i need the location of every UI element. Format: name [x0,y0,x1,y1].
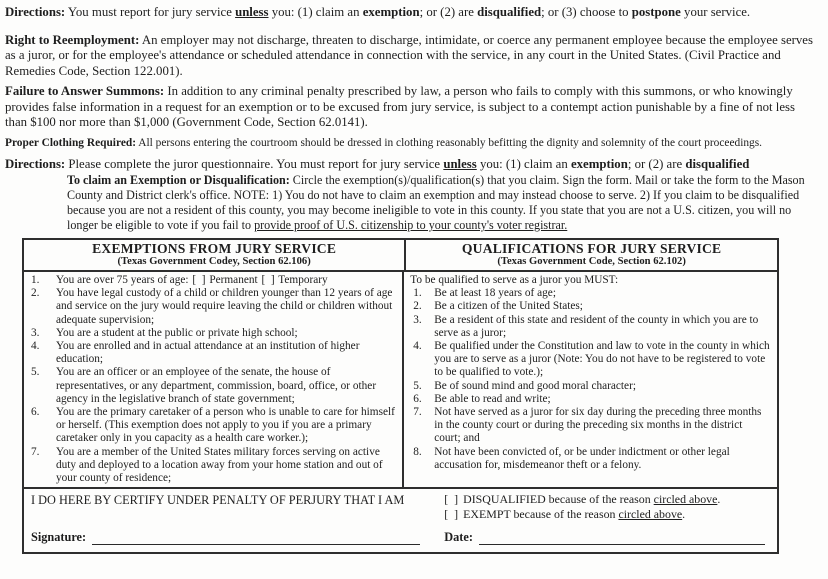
certify-statement: I DO HERE BY CERTIFY UNDER PENALTY OF PERJURY THAT I AM [31,493,405,508]
failure-to-answer-paragraph: Failure to Answer Summons: In addition to any criminal penalty prescribed by law, a person who fails to comply with this summons, or who knowingly provides false information in a request for an exemption or to be excused from jury service, is subject to a contempt action punishable by a fine of not less than $100 nor more than $1,000 (Government Code, Section 62.0141). [5,84,795,129]
exemptions-list [24,272,404,487]
exemptions-title: EXEMPTIONS FROM JURY SERVICE [92,241,337,256]
item-text: You have legal custody of a child or children younger than 12 years of age and service on the jury would require leaving the child or children without adequate supervision; [56,287,393,326]
signature-label: Signature: [31,530,87,545]
signature-group [31,530,444,545]
claim-instructions: To claim an Exemption or Disqualification: Circle the exemption(s)/qualification(s) that you claim. Sign the form. Mail or take the form to the Mason County and District clerk's office. NOTE: 1) You do not have to claim an exemption and may instead choose to serve. 2) If you claim to be disqualified because you are not a resident of this county, you may become ineligible to vote in this county. If you state that you are not a U.S. citizen, you will no longer be eligible to vote if you fail to provide proof of U.S. citizenship to your county's voter registrar. [67,173,805,232]
item-text: Not have served as a juror for six day during the preceding three months in the county court or during the preceding six months in the district court; and [434,406,762,445]
qualification-item-2 [404,300,774,313]
table-body-row [24,272,777,487]
qualifications-list [404,272,777,487]
exemption-item-5 [24,366,399,406]
directions-paragraph: Directions: You must report for jury service unless you: (1) claim an exemption; or (2) are disqualified; or (3) choose to postpone your service. [5,5,751,19]
qualification-item-3 [404,314,774,340]
over-75-label: You are over 75 years of age: [56,274,192,286]
item-number: 1. [31,274,40,286]
item-number: 5. [413,379,422,392]
qualifications-intro: To be qualified to serve as a juror you MUST: [410,274,619,286]
item-text: Be qualified under the Constitution and law to vote in the county in which you are to serve as a juror (Note: You do not have to be registered to vote to be qualified to vote.); [434,340,770,379]
exemptions-qualifications-table [22,238,779,554]
exempt-label: EXEMPT because of the reason circled above. [463,506,686,521]
proper-clothing-paragraph: Proper Clothing Required: All persons entering the courtroom should be dressed in clothing reasonably befitting the dignity and solemnity of the court proceedings. [5,136,763,149]
item-text: Be able to read and write; [434,392,551,405]
temporary-checkbox[interactable]: [ ] [261,274,275,286]
qualification-item-6 [404,393,774,406]
exemption-item-4 [24,340,399,366]
disqualified-option [444,492,769,507]
qualification-item-4 [404,340,774,380]
exemption-item-7 [24,446,399,486]
item-number: 6. [413,392,422,405]
table-header-row [24,240,777,272]
item-number: 4. [31,340,40,353]
qualifications-title: QUALIFICATIONS FOR JURY SERVICE [461,241,722,256]
item-text: Be a resident of this state and resident of the county in which you are to serve as a juror; [434,313,759,339]
item-text: Be of sound mind and good moral character; [434,379,636,392]
qualification-item-8 [404,446,774,472]
item-text: You are an officer or an employee of the senate, the house of representatives, or any department, commission, board, office, or other agency in the legislative branch of state government; [56,366,377,405]
item-number: 7. [31,445,40,458]
item-number: 2. [413,300,422,313]
exemption-item-3 [24,327,399,340]
right-to-reemployment-paragraph: Right to Reemployment: An employer may not discharge, threaten to discharge, intimidate, or coerce any permanent employee because the employee serves as a juror, or for the employee's attendance or scheduled attendance in connection with the service, in any court in the United States. (Civil Practice and Remedies Code, Section 122.001). [5,32,813,78]
date-group [444,530,769,545]
item-text: You are a student at the public or private high school; [56,326,298,339]
disqualified-label: DISQUALIFIED because of the reason circled above. [463,492,721,507]
item-number: 3. [31,326,40,339]
date-line[interactable] [479,532,765,545]
item-number: 6. [31,406,40,419]
item-text: Be at least 18 years of age; [434,287,556,300]
item-text: You are a member of the United States military forces serving on active duty and deployed to a location away from your home station and out of your county of residence; [56,445,383,485]
exemption-item-1 [24,274,399,287]
exempt-checkbox[interactable]: [ ] [444,506,459,521]
item-text [56,274,399,287]
certification-options [444,492,769,521]
qualification-item-1 [404,287,774,300]
qualification-item-5 [404,380,774,393]
item-number: 7. [413,406,422,419]
exemptions-subtitle: (Texas Government Codey, Section 62.106) [117,256,311,267]
permanent-checkbox[interactable]: [ ] [192,274,206,286]
item-number: 5. [31,366,40,379]
exempt-option [444,507,769,522]
item-text: Not have been convicted of, or be under indictment or other legal accusation for, misdemeanor theft or a felony. [434,445,730,471]
item-text: You are enrolled and in actual attendance at an institution of higher education; [56,340,360,366]
item-number: 3. [413,313,422,326]
qualifications-header [404,240,777,270]
certification-section [24,487,777,552]
certification-row [31,492,769,521]
signature-line[interactable] [92,532,420,545]
qualifications-subtitle: (Texas Government Code, Section 62.102) [497,256,686,267]
item-text: You are the primary caretaker of a person who is unable to care for himself or herself. (This exemption does not apply to you if you are a primary caretaker only in you capacity as a health care worker.); [56,406,395,445]
item-number: 1. [413,287,422,300]
item-number: 8. [413,445,422,458]
item-number: 2. [31,287,40,300]
qualification-item-7 [404,406,774,446]
signature-row [31,530,769,545]
exemption-item-6 [24,406,399,446]
item-text: Be a citizen of the United States; [434,300,583,313]
permanent-label: Permanent [206,274,261,286]
disqualified-checkbox[interactable]: [ ] [444,492,459,507]
exemption-item-2 [24,287,399,327]
item-number: 4. [413,340,422,353]
exemptions-header [24,240,404,270]
directions2-paragraph: Directions: Please complete the juror questionnaire. You must report for jury service unless you: (1) claim an exemption; or (2) are disqualified [5,156,750,171]
date-label: Date: [444,530,473,545]
temporary-label: Temporary [275,274,328,286]
